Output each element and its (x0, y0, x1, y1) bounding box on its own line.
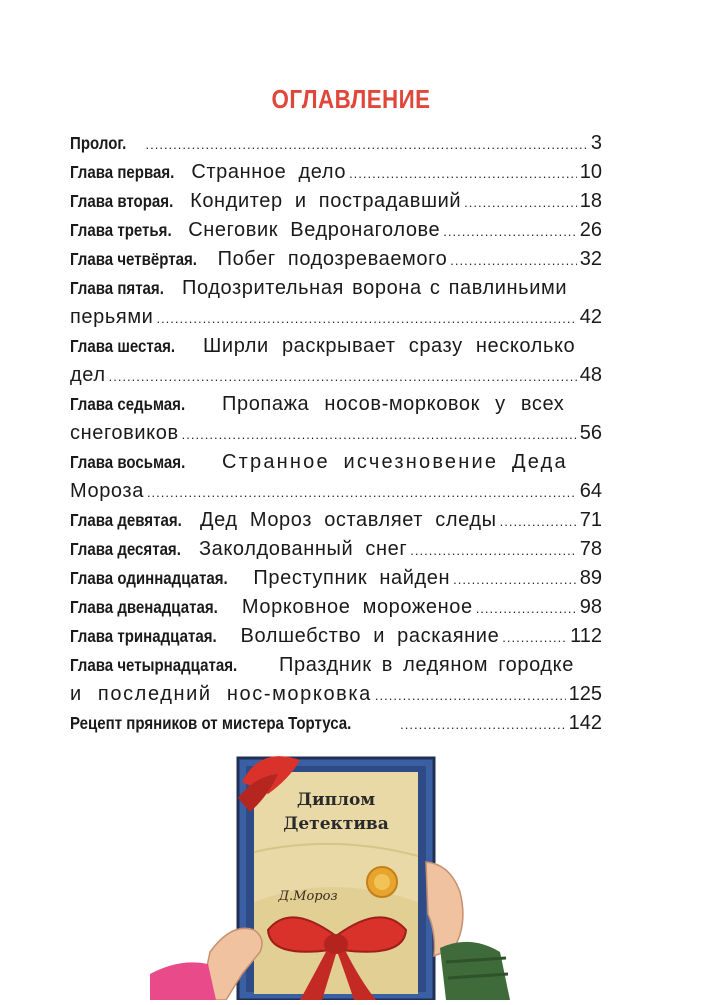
toc-entry-chapter-8 (70, 445, 602, 474)
toc-entry-title: Странное исчезновение Деда (222, 451, 568, 473)
toc-entry-title: Подозрительная ворона с павлиньими (182, 277, 568, 299)
toc-entry-chapter-2 (70, 184, 602, 213)
toc-entry-chapter-14-cont (70, 677, 602, 706)
diploma-title-line2: Детектива (283, 814, 389, 834)
toc-entry-label: Глава первая. (70, 162, 175, 182)
toc-entry-chapter-6 (70, 329, 602, 358)
toc-entry-label: Глава двенадцатая. (70, 597, 218, 617)
toc-entry-page: 18 (579, 190, 602, 212)
toc-entry-page: 125 (568, 683, 602, 705)
toc-entry-label: Глава четвёртая. (70, 249, 197, 269)
toc-entry-label: Глава восьмая. (70, 452, 186, 472)
toc-entry-chapter-1 (70, 155, 602, 184)
toc-entry-title-cont: снеговиков (70, 422, 179, 444)
dot-leader (182, 428, 577, 445)
toc-entry-title-cont: и последний нос-морковка (70, 683, 372, 705)
toc-entry-page: 78 (579, 538, 602, 560)
toc-entry-page: 48 (579, 364, 602, 386)
toc-entry-label: Глава четырнадцатая. (70, 655, 238, 675)
dot-leader (464, 196, 577, 213)
toc-entry-prologue (70, 126, 602, 155)
diploma-illustration (150, 752, 510, 1000)
toc-entry-title: Кондитер и пострадавший (190, 190, 462, 212)
toc-entry-title: Морковное мороженое (241, 596, 473, 618)
toc-entry-page: 142 (568, 712, 602, 734)
toc-entry-label: Глава вторая. (70, 191, 174, 211)
toc-entry-chapter-7-cont (70, 416, 602, 445)
dot-leader (502, 631, 567, 648)
dot-leader (156, 312, 576, 329)
dot-leader (147, 486, 577, 503)
toc-entry-title-cont: дел (70, 364, 106, 386)
toc-entry-chapter-6-cont (70, 358, 602, 387)
toc-entry-chapter-5 (70, 271, 602, 300)
toc-entry-title: Побег подозреваемого (217, 248, 448, 270)
toc-entry-title: Заколдованный снег (198, 538, 408, 560)
dot-leader (146, 138, 588, 155)
toc-entry-page: 26 (579, 219, 602, 241)
toc-entry-title-cont: перьями (70, 306, 154, 328)
dot-leader (500, 515, 577, 532)
toc-entry-title: Дед Мороз оставляет следы (199, 509, 497, 531)
toc-entry-chapter-7 (70, 387, 602, 416)
toc-entry-label: Глава пятая. (70, 278, 164, 298)
toc-entry-recipe (70, 706, 602, 735)
signature: Д.Мороз (278, 889, 338, 904)
toc-entry-page: 64 (579, 480, 602, 502)
toc-entry-chapter-9 (70, 503, 602, 532)
left-sleeve (150, 962, 216, 1000)
toc-entry-chapter-10 (70, 532, 602, 561)
toc-entry-page: 32 (579, 248, 602, 270)
diploma-drawing (150, 752, 510, 1000)
dot-leader (109, 370, 577, 387)
toc-entry-label: Глава тринадцатая. (70, 626, 217, 646)
toc-entry-chapter-12 (70, 590, 602, 619)
diploma-title-line1: Диплом (296, 790, 376, 810)
toc-entry-chapter-13 (70, 619, 602, 648)
dot-leader (476, 602, 577, 619)
toc-entry-title: Странное дело (191, 161, 347, 183)
toc-entry-title: Праздник в ледяном городке (279, 654, 574, 676)
toc-entry-page: 71 (579, 509, 602, 531)
toc-entry-title: Пропажа носов-морковок у всех (222, 393, 565, 415)
toc-entry-page: 10 (579, 161, 602, 183)
toc-entry-page: 3 (590, 132, 602, 154)
dot-leader (349, 167, 577, 184)
toc-entry-page: 56 (579, 422, 602, 444)
dot-leader (450, 254, 576, 271)
toc-entry-label: Глава одиннадцатая. (70, 568, 228, 588)
toc-entry-title: Снеговик Ведронаголове (188, 219, 441, 241)
dot-leader (375, 689, 566, 706)
dot-leader (410, 544, 576, 561)
toc-entry-title-cont: Мороза (70, 480, 144, 502)
toc-entry-label: Глава десятая. (70, 539, 181, 559)
toc-entry-label: Пролог. (70, 133, 127, 153)
toc-entry-label: Глава третья. (70, 220, 172, 240)
toc-entry-chapter-8-cont (70, 474, 602, 503)
dot-leader (400, 718, 565, 735)
toc-entry-chapter-11 (70, 561, 602, 590)
toc-entry-chapter-5-cont (70, 300, 602, 329)
toc-entry-label: Глава шестая. (70, 336, 176, 356)
toc-entry-title: Преступник найден (253, 567, 451, 589)
toc-entry-chapter-14 (70, 648, 602, 677)
toc-entry-chapter-3 (70, 213, 602, 242)
right-sleeve (440, 942, 510, 1000)
toc-entry-label: Рецепт пряников от мистера Тортуса. (70, 713, 352, 733)
toc-entry-chapter-4 (70, 242, 602, 271)
toc-entry-page: 112 (570, 625, 602, 647)
toc-entry-label: Глава девятая. (70, 510, 182, 530)
table-of-contents (70, 126, 602, 735)
dot-leader (443, 225, 576, 242)
toc-entry-page: 42 (579, 306, 602, 328)
toc-entry-page: 98 (579, 596, 602, 618)
toc-entry-title: Ширли раскрывает сразу несколько (203, 335, 576, 357)
toc-entry-page: 89 (579, 567, 602, 589)
page-title: ОГЛАВЛЕНИЕ (271, 84, 431, 114)
toc-entry-title: Волшебство и раскаяние (240, 625, 500, 647)
dot-leader (453, 573, 577, 590)
toc-entry-label: Глава седьмая. (70, 394, 186, 414)
